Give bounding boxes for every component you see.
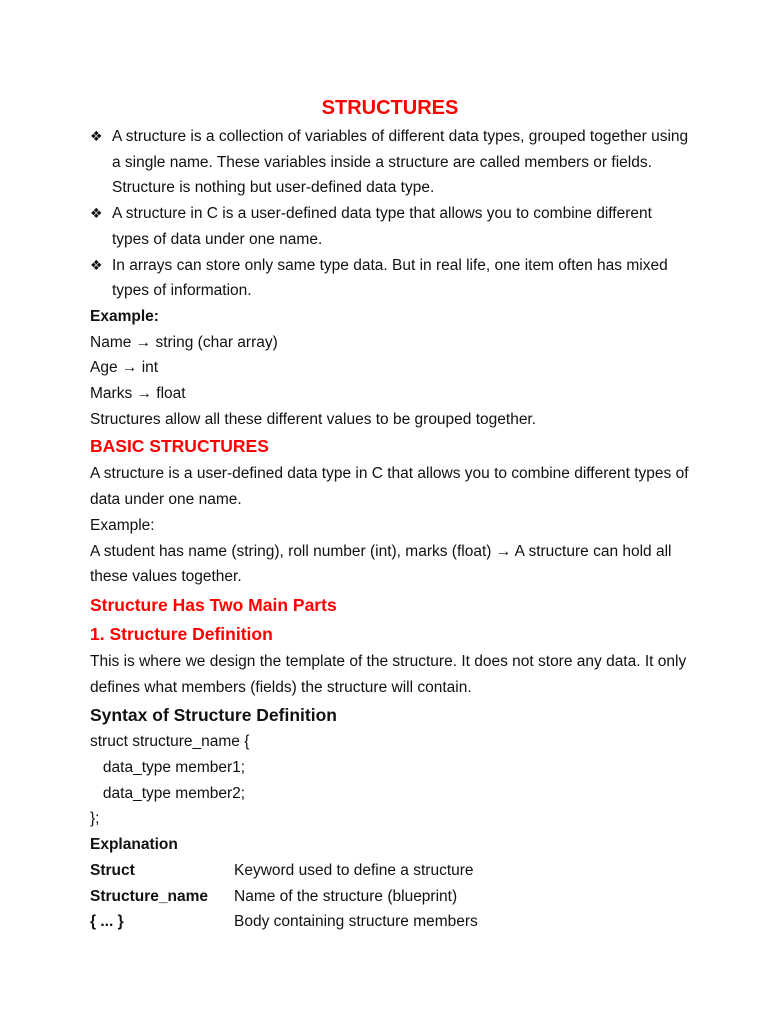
syntax-heading: Syntax of Structure Definition xyxy=(90,705,337,726)
page-title: STRUCTURES xyxy=(321,97,459,119)
basic-structures-heading: BASIC STRUCTURES xyxy=(90,436,269,457)
example-line: Age → int xyxy=(90,359,159,377)
bullet-text: In arrays can store only same type data. But in real life, one item often has mixed types of information. xyxy=(112,256,668,300)
basic-example-text: A student has name (string), roll number (int), marks (float) → A structure can hold all these values together. xyxy=(90,542,672,586)
bullet-text: A structure in C is a user-defined data type that allows you to combine different types of data under one name. xyxy=(112,205,652,248)
code-line: }; xyxy=(90,810,100,828)
code-line: struct structure_name { xyxy=(90,733,250,751)
list-item xyxy=(90,201,690,252)
explanation-desc: Name of the structure (blueprint) xyxy=(234,887,458,905)
document-page xyxy=(90,94,690,935)
explanation-desc: Keyword used to define a structure xyxy=(234,861,474,879)
explanation-row xyxy=(90,884,690,910)
explanation-desc: Body containing structure members xyxy=(234,913,478,931)
explanation-term: { ... } xyxy=(90,913,124,931)
bullet-text: A structure is a collection of variables of different data types, grouped together using a single name. These variables inside a structure are called members or fields. Structure is nothing but user-defined data type. xyxy=(112,128,689,197)
basic-example-label: Example: xyxy=(90,516,155,534)
example-line: Marks → float xyxy=(90,385,186,403)
structure-definition-text: This is where we design the template of the structure. It does not store any data. It only defines what members (fields) the structure will contain. xyxy=(90,652,687,696)
intro-bullet-list xyxy=(90,124,690,304)
example-label: Example: xyxy=(90,307,159,325)
diamond-bullet-icon: ❖ xyxy=(90,128,103,144)
explanation-heading: Explanation xyxy=(90,836,178,854)
example-line: Name → string (char array) xyxy=(90,333,278,351)
explanation-term: Struct xyxy=(90,861,135,879)
list-item xyxy=(90,253,690,304)
code-line: data_type member2; xyxy=(90,784,246,802)
diamond-bullet-icon: ❖ xyxy=(90,256,103,273)
two-parts-heading: Structure Has Two Main Parts xyxy=(90,594,337,615)
code-line: data_type member1; xyxy=(90,759,246,777)
diamond-bullet-icon: ❖ xyxy=(90,205,103,222)
structure-definition-heading: 1. Structure Definition xyxy=(90,623,273,644)
list-item xyxy=(90,124,690,201)
example-summary: Structures allow all these different values to be grouped together. xyxy=(90,410,537,428)
explanation-term: Structure_name xyxy=(90,887,209,905)
explanation-row xyxy=(90,858,690,884)
basic-structures-text: A structure is a user-defined data type in C that allows you to combine different types of data under one name. xyxy=(90,465,689,509)
explanation-row xyxy=(90,909,690,935)
